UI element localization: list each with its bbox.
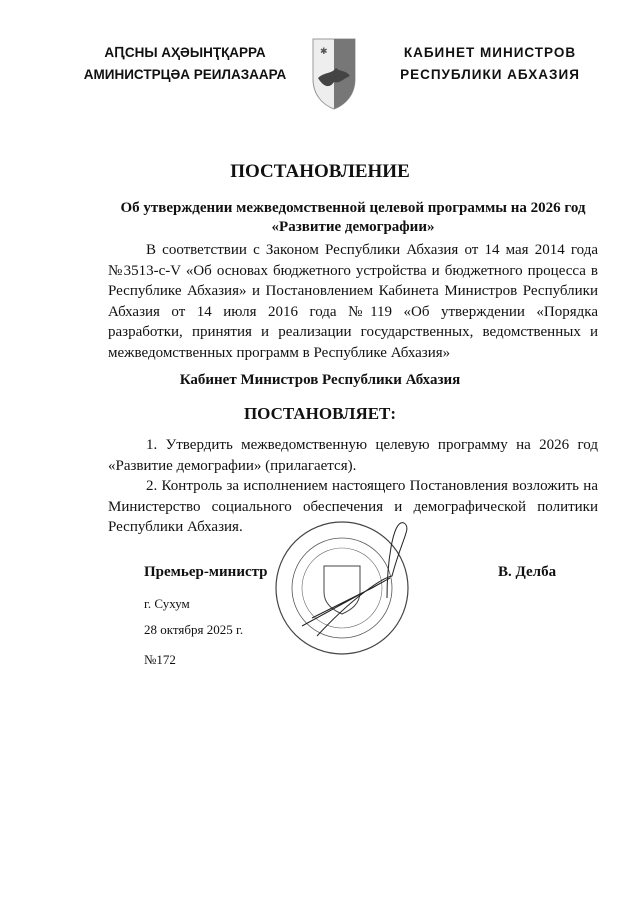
- resolves-heading: ПОСТАНОВЛЯЕТ:: [243, 404, 397, 423]
- svg-text:✱: ✱: [320, 46, 328, 56]
- official-seal-icon: [272, 518, 412, 658]
- place: г. Сухум: [144, 596, 190, 611]
- preamble: В соответствии с Законом Республики Абхазия от 14 мая 2014 года №3513-с-V «Об основах бюджетного устройства и бюджетного процесса в Республике Абхазия» и Постановлением Кабинета Министров Республики Абхазия от 14 июля 2016 года №119 «Об утверждении «Порядка разработки, принятия и реализации государственных, ведомственных и межведомственных программ в Республике Абхазия»: [108, 242, 598, 361]
- subtitle-line: Об утверждении межведомственной целевой программы на 2026 год: [120, 200, 586, 216]
- signatory-position: Премьер-министр: [144, 564, 268, 580]
- coat-of-arms-icon: [312, 38, 356, 110]
- issuer: Кабинет Министров Республики Абхазия: [179, 372, 461, 388]
- header-left-line: АԤСНЫ АҲӘЫНҬҚАРРА: [104, 45, 266, 60]
- item-1: 1. Утвердить межведомственную целевую программу на 2026 год «Развитие демографии» (прилагается).: [108, 437, 598, 474]
- header-right-line: РЕСПУБЛИКИ АБХАЗИЯ: [400, 67, 580, 82]
- document-subtitle: [108, 199, 598, 237]
- item-2: 2. Контроль за исполнением настоящего Постановления возложить на Министерство социального обеспечения и демографической политики Республики Абхазия.: [108, 478, 598, 535]
- date: 28 октября 2025 г.: [144, 622, 244, 637]
- header-right-line: КАБИНЕТ МИНИСТРОВ: [403, 45, 577, 60]
- signatory-name: В. Делба: [498, 564, 557, 580]
- document-number: №172: [144, 652, 176, 667]
- document-title: ПОСТАНОВЛЕНИЕ: [230, 161, 410, 182]
- header-left: [70, 42, 300, 86]
- header-right: [390, 42, 590, 86]
- subtitle-line: «Развитие демографии»: [271, 219, 435, 235]
- header-left-line: АМИНИСТРЦӘА РЕИЛАЗААРА: [83, 67, 287, 82]
